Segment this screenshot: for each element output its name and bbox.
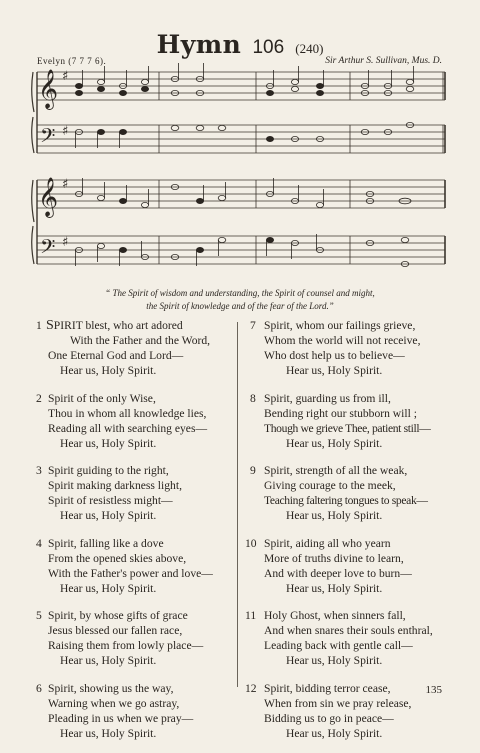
epigraph [60, 287, 420, 313]
verse-refrain: Hear us, Holy Spirit. [48, 581, 156, 596]
epigraph-line-1: “ The Spirit of wisdom and understanding, the Spirit of counsel and might, [60, 287, 420, 300]
verse-line [46, 318, 183, 333]
verse-line: Spirit, showing us the way, [48, 681, 174, 696]
verse-line: Spirit making darkness light, [48, 478, 182, 493]
hymn-number: 106 [252, 37, 284, 58]
verse-7 [250, 318, 455, 391]
svg-text:𝄞: 𝄞 [38, 69, 58, 110]
verse-line: Bending right our stubborn will ; [264, 406, 417, 421]
svg-text:♯: ♯ [62, 124, 68, 139]
verse-12 [250, 681, 455, 753]
verse-line: Warning when we go astray, [48, 696, 179, 711]
verse-5 [36, 608, 246, 681]
verse-number: 6 [36, 681, 42, 696]
verse-line: Pleading in us when we pray— [48, 711, 193, 726]
verse-refrain: Hear us, Holy Spirit. [48, 653, 156, 668]
verse-line: Teaching faltering tongues to speak— [264, 493, 428, 508]
verse-refrain: Hear us, Holy Spirit. [48, 508, 156, 523]
verse-line: When from sin we pray release, [264, 696, 411, 711]
verse-line: Spirit, strength of all the weak, [264, 463, 407, 478]
verse-line: Spirit, falling like a dove [48, 536, 164, 551]
verses-right-column [250, 318, 455, 753]
verse-line: Holy Ghost, when sinners fall, [264, 608, 406, 623]
composer-credit: Sir Arthur S. Sullivan, Mus. D. [325, 56, 442, 66]
verse-line: And when snares their souls enthral, [264, 623, 433, 638]
epigraph-line-2: the Spirit of knowledge and of the fear of the Lord.” [60, 300, 420, 313]
verse-line: Spirit, aiding all who yearn [264, 536, 391, 551]
svg-text:♯: ♯ [62, 177, 68, 192]
verse-refrain: Hear us, Holy Spirit. [264, 581, 382, 596]
drop-cap: S [46, 318, 54, 333]
verse-11 [250, 608, 455, 681]
tune-name: Evelyn (7 7 7 6). [37, 56, 106, 66]
verse-6 [36, 681, 246, 753]
verse-line: Though we grieve Thee, patient still— [264, 421, 431, 436]
verse-line: With the Father's power and love— [48, 566, 213, 581]
svg-text:𝄢: 𝄢 [40, 124, 55, 152]
score-system-2 [32, 180, 445, 264]
music-score [0, 0, 480, 285]
svg-text:𝄞: 𝄞 [38, 177, 58, 218]
verses-left-column [36, 318, 246, 753]
verse-refrain: Hear us, Holy Spirit. [264, 436, 382, 451]
score-system-1 [32, 72, 445, 153]
verse-line: Spirit, guarding us from ill, [264, 391, 391, 406]
verse-line: Whom the world will not receive, [264, 333, 420, 348]
svg-text:♯: ♯ [62, 235, 68, 250]
verse-number: 2 [36, 391, 42, 406]
verse-number: 10 [245, 536, 257, 551]
verse-8 [250, 391, 455, 464]
original-number: (240) [295, 41, 323, 56]
verse-line: Reading all with searching eyes— [48, 421, 207, 436]
verse-refrain: Hear us, Holy Spirit. [48, 363, 156, 378]
verse-line: Spirit guiding to the right, [48, 463, 169, 478]
verse-line: Bidding us to go in peace— [264, 711, 394, 726]
verse-number: 11 [245, 608, 256, 623]
verse-line: Spirit, whom our failings grieve, [264, 318, 415, 333]
verse-line: More of truths divine to learn, [264, 551, 404, 566]
page-number: 135 [426, 684, 443, 696]
verse-line: Spirit, bidding terror cease, [264, 681, 391, 696]
svg-text:♯: ♯ [62, 69, 68, 84]
verse-refrain: Hear us, Holy Spirit. [48, 436, 156, 451]
verse-4 [36, 536, 246, 609]
verse-refrain: Hear us, Holy Spirit. [48, 726, 156, 741]
verse-10 [250, 536, 455, 609]
verse-number: 3 [36, 463, 42, 478]
hymn-word: Hymn [157, 30, 242, 59]
verse-1 [36, 318, 246, 391]
verse-9 [250, 463, 455, 536]
verse-number: 5 [36, 608, 42, 623]
verse-line: Raising them from lowly place— [48, 638, 203, 653]
verse-number: 12 [245, 681, 257, 696]
verse-line: From the opened skies above, [48, 551, 186, 566]
verse-refrain: Hear us, Holy Spirit. [264, 508, 382, 523]
verse-number: 4 [36, 536, 42, 551]
verse-line: Leading back with gentle call— [264, 638, 413, 653]
verse-number: 7 [250, 318, 256, 333]
verse-line: Jesus blessed our fallen race, [48, 623, 182, 638]
verse-line: Spirit, by whose gifts of grace [48, 608, 188, 623]
verse-3 [36, 463, 246, 536]
verse-refrain: Hear us, Holy Spirit. [264, 363, 382, 378]
column-divider [237, 322, 238, 687]
verse-number: 1 [36, 318, 42, 333]
verse-line: Spirit of the only Wise, [48, 391, 156, 406]
verse-line: Who dost help us to believe— [264, 348, 405, 363]
verse-line: Thou in whom all knowledge lies, [48, 406, 206, 421]
verse-line: With the Father and the Word, [48, 333, 210, 348]
verse-2 [36, 391, 246, 464]
svg-text:𝄢: 𝄢 [40, 235, 55, 263]
verse-line: And with deeper love to burn— [264, 566, 412, 581]
verse-number: 8 [250, 391, 256, 406]
verse-number: 9 [250, 463, 256, 478]
verse-line: One Eternal God and Lord— [48, 348, 183, 363]
verse-line: Giving courage to the meek, [264, 478, 396, 493]
verse-line-text: PIRIT blest, who art adored [54, 319, 183, 332]
verse-line: Spirit of resistless might— [48, 493, 173, 508]
verse-refrain: Hear us, Holy Spirit. [264, 653, 382, 668]
verse-refrain: Hear us, Holy Spirit. [264, 726, 382, 741]
